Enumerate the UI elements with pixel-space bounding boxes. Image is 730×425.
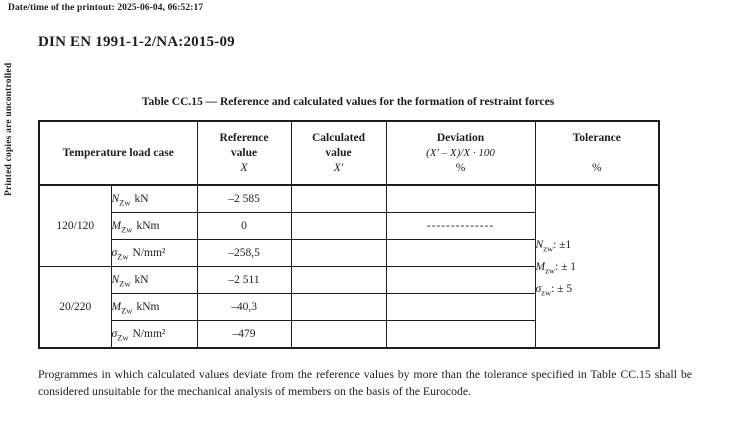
- reference-symbol: X: [240, 161, 248, 174]
- deviation-unit: %: [455, 161, 466, 174]
- table-row: [39, 185, 659, 213]
- footer-paragraph: Programmes in which calculated values deviate from the reference values by more than the tolerance specified in Table CC.15 shall be considered unsuitable for the mechanical analysis of members on the basis of the Eurocode.: [38, 367, 692, 398]
- reference-header-line1: Reference: [219, 131, 269, 144]
- quantity-symbol: N: [111, 193, 120, 205]
- deviation-value: [386, 294, 535, 321]
- deviation-value: [386, 185, 535, 213]
- load-case-cell: 20/220: [39, 267, 111, 349]
- quantity-label: [111, 267, 197, 294]
- quantity-unit: N/mm²: [132, 328, 166, 340]
- reference-value: –40,3: [197, 294, 291, 321]
- quantity-subscript: Zw: [121, 305, 133, 316]
- calculated-header-line2: value: [325, 146, 352, 159]
- deviation-value: --------------: [386, 213, 535, 240]
- deviation-header-line1: Deviation: [436, 131, 485, 144]
- quantity-symbol: M: [111, 301, 122, 313]
- deviation-value: [386, 240, 535, 267]
- quantity-subscript: Zw: [121, 224, 133, 235]
- quantity-symbol: N: [111, 274, 120, 286]
- tolerance-line: [536, 278, 659, 300]
- calculated-value: [291, 267, 386, 294]
- tolerance-subscript: zw: [541, 286, 552, 297]
- deviation-value: [386, 321, 535, 349]
- load-case-header-label: Temperature load case: [62, 146, 174, 159]
- reference-value: –258,5: [197, 240, 291, 267]
- calculated-value: [291, 240, 386, 267]
- quantity-unit: kN: [134, 193, 149, 205]
- tolerance-value: : ± 1: [555, 260, 577, 273]
- quantity-unit: kNm: [136, 220, 160, 232]
- reference-value: –479: [197, 321, 291, 349]
- col-header-deviation: [386, 121, 535, 185]
- quantity-subscript: Zw: [119, 197, 131, 208]
- quantity-unit: kN: [134, 274, 149, 286]
- calculated-header-line1: Calculated: [311, 131, 366, 144]
- calculated-value: [291, 294, 386, 321]
- quantity-unit: N/mm²: [132, 247, 166, 259]
- reference-header-line2: value: [230, 146, 258, 159]
- tolerance-unit: %: [591, 161, 602, 174]
- load-case-cell: 120/120: [39, 185, 111, 267]
- printout-datetime: Date/time of the printout: 2025-06-04, 06:52:17: [8, 3, 204, 13]
- table-cc15: [38, 120, 660, 349]
- tolerance-header-line1: Tolerance: [572, 131, 621, 144]
- side-note-printed-copies: Printed copies are uncontrolled: [4, 62, 14, 196]
- quantity-subscript: Zw: [119, 278, 131, 289]
- tolerance-symbol: N: [535, 238, 544, 251]
- tolerance-line: [536, 234, 659, 256]
- reference-value: –2 585: [197, 185, 291, 213]
- table-caption: Table CC.15 — Reference and calculated values for the formation of restraint forces: [141, 96, 555, 108]
- tolerance-header-spacer: [538, 146, 657, 161]
- tolerance-subscript: zw: [545, 264, 556, 275]
- quantity-symbol: σ: [111, 247, 118, 259]
- quantity-label: [111, 321, 197, 349]
- quantity-label: [111, 185, 197, 213]
- col-header-calculated: [291, 121, 386, 185]
- calculated-symbol: X′: [333, 161, 344, 174]
- tolerance-value: : ±1: [553, 238, 572, 251]
- calculated-value: [291, 213, 386, 240]
- tolerance-line: [536, 256, 659, 278]
- quantity-label: [111, 213, 197, 240]
- quantity-label: [111, 240, 197, 267]
- calculated-value: [291, 321, 386, 349]
- document-title: DIN EN 1991-1-2/NA:2015-09: [38, 34, 235, 50]
- quantity-subscript: Zw: [117, 251, 129, 262]
- deviation-formula: (X′ – X)/X · 100: [426, 146, 495, 159]
- reference-value: 0: [197, 213, 291, 240]
- tolerance-cell: [535, 185, 659, 348]
- quantity-subscript: Zw: [117, 332, 129, 343]
- col-header-reference: [197, 121, 291, 185]
- table-header-row: [39, 121, 659, 185]
- reference-value: –2 511: [197, 267, 291, 294]
- tolerance-subscript: zw: [543, 242, 554, 253]
- deviation-value: [386, 267, 535, 294]
- quantity-symbol: σ: [111, 328, 118, 340]
- calculated-value: [291, 185, 386, 213]
- tolerance-symbol: σ: [535, 282, 542, 295]
- quantity-unit: kNm: [136, 301, 160, 313]
- tolerance-value: : ± 5: [551, 282, 573, 295]
- quantity-label: [111, 294, 197, 321]
- tolerance-symbol: M: [535, 260, 546, 273]
- col-header-load-case: [39, 121, 197, 185]
- col-header-tolerance: [535, 121, 659, 185]
- quantity-symbol: M: [111, 220, 122, 232]
